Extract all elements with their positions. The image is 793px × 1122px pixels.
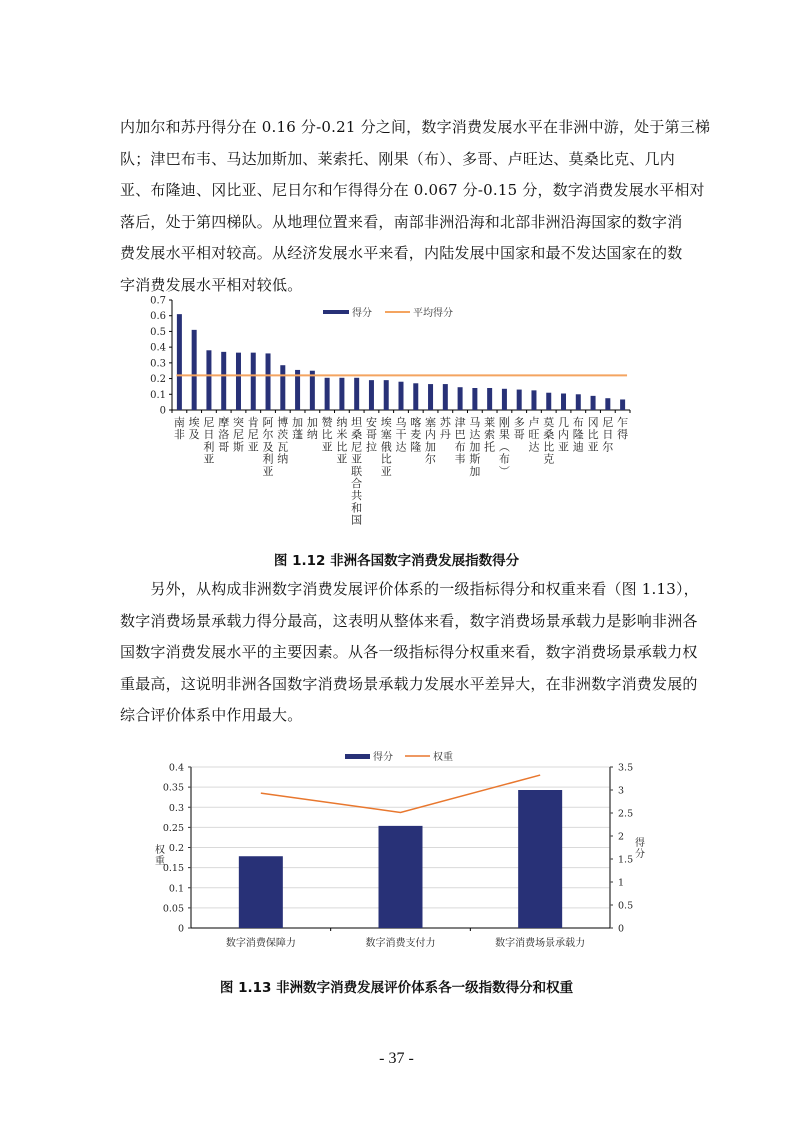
x-tick-label: 刚 xyxy=(498,416,510,429)
x-tick-label: 亚 xyxy=(380,464,392,478)
bar xyxy=(517,390,522,410)
x-tick-label: 莱 xyxy=(484,416,496,429)
bar xyxy=(561,394,566,411)
y-tick-label: 0.3 xyxy=(168,802,184,814)
x-tick-label: 米 xyxy=(336,428,348,442)
bar xyxy=(239,856,283,928)
bar xyxy=(354,378,359,410)
x-tick-label: 韦 xyxy=(454,452,466,466)
x-tick-label: 迪 xyxy=(572,440,584,454)
x-tick-label: 数字消费支付力 xyxy=(365,938,436,949)
x-tick-label: 非 xyxy=(173,428,185,442)
bar xyxy=(546,393,551,410)
paragraph-line: 重最高，这说明非洲各国数字消费场景承载力发展水平差异大，在非洲数字消费发展的 xyxy=(120,674,698,693)
x-tick-label: 蓬 xyxy=(292,428,304,442)
x-tick-label: 及 xyxy=(188,428,200,442)
paragraph-line: 亚、布隆迪、冈比亚、尼日尔和乍得得分在 0.067 分-0.15 分，数字消费发展水平相对 xyxy=(120,181,705,199)
x-tick-label: 干 xyxy=(395,428,407,442)
y2-tick-label: 0 xyxy=(618,923,625,935)
x-tick-label: 苏 xyxy=(439,416,451,429)
legend-swatch-bar xyxy=(323,310,349,314)
y-tick-label: 0.15 xyxy=(162,863,184,875)
x-tick-label: 亚 xyxy=(321,440,333,454)
x-tick-label: 尼 xyxy=(351,440,363,454)
x-tick-label: 加 xyxy=(469,440,481,454)
y-tick-label: 0 xyxy=(159,405,166,417)
y2-tick-label: 1 xyxy=(618,877,625,889)
x-tick-label: 斯 xyxy=(232,440,244,454)
x-tick-label: 俄 xyxy=(380,440,392,454)
bar xyxy=(591,396,596,410)
bar xyxy=(487,388,492,410)
x-tick-label: 比 xyxy=(321,428,333,442)
paragraph-line: 另外，从构成非洲数字消费发展评价体系的一级指标得分和权重来看（图 1.13）， xyxy=(120,580,699,598)
x-tick-label: 比 xyxy=(380,452,392,466)
x-tick-label: 哥 xyxy=(513,428,525,442)
y-tick-label: 0 xyxy=(177,923,184,935)
x-tick-label: 冈 xyxy=(587,416,599,429)
bar xyxy=(472,388,477,410)
y-tick-label: 0.5 xyxy=(150,326,166,338)
x-tick-label: 阿 xyxy=(262,416,274,429)
svg-text:平均得分: 平均得分 xyxy=(413,308,453,319)
bar xyxy=(384,380,389,410)
bar xyxy=(192,330,197,410)
x-tick-label: 莫 xyxy=(543,416,555,429)
x-tick-label: 布 xyxy=(572,416,584,429)
x-tick-label: 亚 xyxy=(247,440,259,454)
y2-tick-label: 2 xyxy=(618,831,625,843)
paragraph-2 xyxy=(120,574,699,732)
x-tick-label: 坦 xyxy=(351,416,363,429)
x-tick-label: 纳 xyxy=(277,452,289,466)
bar xyxy=(428,384,433,410)
figure-2-caption: 图 1.13 非洲数字消费发展评价体系各一级指数得分和权重 xyxy=(219,980,574,996)
y2-tick-label: 0.5 xyxy=(618,900,634,912)
svg-text:得分: 得分 xyxy=(373,752,393,763)
x-tick-label: 联 xyxy=(351,464,363,478)
x-tick-label: 突 xyxy=(232,416,244,429)
x-tick-label: 喀 xyxy=(410,416,422,429)
paragraph-line: 费发展水平相对较高。从经济发展水平来看，内陆发展中国家和最不发达国家在的数 xyxy=(120,244,683,262)
bar xyxy=(310,371,315,410)
x-tick-label: 及 xyxy=(262,440,274,454)
x-tick-label: 布 xyxy=(454,440,466,454)
x-tick-label: 麦 xyxy=(410,428,422,442)
x-tick-label: 达 xyxy=(528,440,540,454)
x-tick-label: 托 xyxy=(484,440,496,454)
bar xyxy=(576,394,581,410)
y2-tick-label: 3.5 xyxy=(618,762,634,774)
y-tick-label: 0.4 xyxy=(168,762,184,774)
x-tick-label: 尔 xyxy=(262,428,274,442)
x-tick-label: 乌 xyxy=(395,416,407,429)
x-tick-label: 合 xyxy=(351,477,363,490)
y-tick-label: 0.25 xyxy=(162,822,184,834)
x-tick-label: 尼 xyxy=(203,416,215,429)
y2-axis-title: 得 xyxy=(635,838,645,849)
svg-text:分: 分 xyxy=(635,849,645,860)
x-tick-label: 卢 xyxy=(528,416,540,429)
x-tick-label: 亚 xyxy=(558,440,570,454)
x-tick-label: 洛 xyxy=(218,428,230,442)
y-tick-label: 0.1 xyxy=(168,883,184,895)
x-tick-label: 桑 xyxy=(351,428,363,442)
x-tick-label: 塞 xyxy=(425,416,437,429)
figure-1-caption: 图 1.12 非洲各国数字消费发展指数得分 xyxy=(273,553,520,569)
bar xyxy=(369,380,374,410)
x-tick-label: 隆 xyxy=(410,440,422,454)
x-tick-label: 哥 xyxy=(218,440,230,454)
x-tick-label: 多 xyxy=(513,416,525,429)
x-tick-label: 隆 xyxy=(572,428,584,442)
paragraph-line: 字消费发展水平相对较低。 xyxy=(120,275,303,294)
y-tick-label: 0.05 xyxy=(162,903,184,915)
x-tick-label: 内 xyxy=(425,428,437,442)
svg-text:得分: 得分 xyxy=(352,308,372,319)
x-tick-label: 拉 xyxy=(365,440,377,454)
x-tick-label: 数字消费保障力 xyxy=(225,938,296,949)
y2-tick-label: 2.5 xyxy=(618,808,634,820)
x-tick-label: 几 xyxy=(558,416,570,429)
x-tick-label: 尼 xyxy=(247,428,259,442)
page-number: - 37 - xyxy=(379,1050,414,1067)
x-tick-label: 果 xyxy=(498,428,510,442)
x-tick-label: 赞 xyxy=(321,416,333,429)
x-tick-label: 加 xyxy=(469,464,481,478)
x-tick-label: 瓦 xyxy=(277,440,289,454)
x-tick-label: 达 xyxy=(395,440,407,454)
legend xyxy=(345,750,453,763)
x-tick-label: 亚 xyxy=(203,452,215,466)
bar xyxy=(605,398,610,410)
bar xyxy=(280,365,285,410)
x-tick-label: 亚 xyxy=(336,452,348,466)
bar xyxy=(531,390,536,410)
x-tick-label: 亚 xyxy=(351,452,363,466)
y2-tick-label: 1.5 xyxy=(618,854,634,866)
x-tick-label: 比 xyxy=(587,428,599,442)
paragraph-1 xyxy=(120,112,711,301)
x-tick-label: 旺 xyxy=(528,428,540,442)
bar xyxy=(236,353,241,410)
bar xyxy=(206,350,211,410)
x-tick-label: 尔 xyxy=(602,440,614,454)
bar xyxy=(458,387,463,410)
svg-text:权重: 权重 xyxy=(433,752,453,763)
svg-text:重: 重 xyxy=(155,856,165,867)
x-tick-label: 比 xyxy=(336,440,348,454)
y-tick-label: 0.7 xyxy=(150,295,166,307)
bar xyxy=(339,378,344,410)
x-tick-label: 国 xyxy=(351,513,363,527)
legend-swatch-bar xyxy=(345,754,370,759)
x-tick-label: 摩 xyxy=(218,416,230,429)
x-tick-label: 日 xyxy=(203,428,215,442)
y-tick-label: 0.3 xyxy=(150,358,166,370)
x-tick-label: 肯 xyxy=(247,416,259,429)
x-tick-label: 南 xyxy=(173,416,185,429)
x-tick-label: 斯 xyxy=(469,452,481,466)
bar xyxy=(518,790,562,928)
x-tick-label: 哥 xyxy=(365,428,377,442)
x-tick-label: 纳 xyxy=(336,416,348,429)
x-tick-label: 茨 xyxy=(277,428,289,442)
x-tick-label: 加 xyxy=(306,416,318,429)
x-tick-label: 比 xyxy=(543,440,555,454)
x-tick-label: 利 xyxy=(262,452,274,466)
bar xyxy=(620,399,625,410)
y-tick-label: 0.1 xyxy=(150,389,166,401)
bar xyxy=(502,389,507,410)
x-tick-label: 安 xyxy=(365,416,377,429)
x-tick-label: 加 xyxy=(292,416,304,429)
y-tick-label: 0.2 xyxy=(168,843,184,854)
x-tick-label: 加 xyxy=(425,440,437,454)
x-tick-label: 亚 xyxy=(587,440,599,454)
bar xyxy=(266,353,271,410)
x-tick-label: 布 xyxy=(498,452,510,466)
x-tick-label: 得 xyxy=(617,428,629,442)
x-tick-label: 数字消费场景承载力 xyxy=(495,938,586,949)
paragraph-line: 落后，处于第四梯队。从地理位置来看，南部非洲沿海和北部非洲沿海国家的数字消 xyxy=(120,212,683,231)
x-tick-label: 纳 xyxy=(306,428,318,442)
y-tick-label: 0.35 xyxy=(162,782,184,794)
x-tick-label: 埃 xyxy=(188,416,200,429)
country-score-chart xyxy=(130,290,640,530)
x-tick-label: 桑 xyxy=(543,428,555,442)
x-tick-label: 亚 xyxy=(262,464,274,478)
x-tick-label: 尼 xyxy=(602,416,614,429)
x-tick-label: 乍 xyxy=(617,416,629,429)
paragraph-line: 内加尔和苏丹得分在 0.16 分-0.21 分之间，数字消费发展水平在非洲中游，处于第三梯 xyxy=(120,118,711,136)
x-tick-label: 和 xyxy=(351,501,363,515)
legend xyxy=(323,306,453,319)
x-tick-label: 日 xyxy=(602,428,614,442)
bar xyxy=(325,378,330,410)
paragraph-line: 综合评价体系中作用最大。 xyxy=(120,706,303,724)
y-tick-label: 0.6 xyxy=(150,311,166,323)
bar xyxy=(399,382,404,410)
x-tick-label: 塞 xyxy=(380,428,392,442)
y-tick-label: 0.4 xyxy=(150,342,166,354)
x-tick-label: ︶ xyxy=(498,464,510,478)
x-tick-label: 利 xyxy=(203,440,215,454)
x-tick-label: 达 xyxy=(469,428,481,442)
indicator-score-weight-chart xyxy=(140,745,660,955)
x-tick-label: 马 xyxy=(469,416,481,429)
y2-tick-label: 3 xyxy=(618,785,625,797)
bar xyxy=(177,314,182,410)
x-tick-label: 博 xyxy=(277,416,289,429)
y-tick-label: 0.2 xyxy=(150,374,166,386)
bar xyxy=(221,352,226,410)
x-tick-label: 内 xyxy=(558,428,570,442)
x-tick-label: 索 xyxy=(484,428,496,442)
x-tick-label: 丹 xyxy=(439,428,451,442)
x-tick-label: 津 xyxy=(454,416,466,429)
paragraph-line: 数字消费场景承载力得分最高，这表明从整体来看，数字消费场景承载力是影响非洲各 xyxy=(120,611,698,630)
paragraph-line: 队；津巴布韦、马达加斯加、莱索托、刚果（布）、多哥、卢旺达、莫桑比克、几内 xyxy=(120,149,675,168)
y-axis-title: 权 xyxy=(155,845,165,856)
x-tick-label: 克 xyxy=(543,452,555,466)
bar xyxy=(413,383,418,410)
bar xyxy=(251,353,256,410)
x-tick-label: 巴 xyxy=(454,428,466,442)
x-tick-label: 尼 xyxy=(232,428,244,442)
bar xyxy=(443,384,448,410)
x-tick-label: 共 xyxy=(351,489,363,503)
bar xyxy=(379,826,423,928)
x-tick-label: 尔 xyxy=(425,452,437,466)
paragraph-line: 国数字消费发展水平的主要因素。从各一级指标得分权重来看，数字消费场景承载力权 xyxy=(120,643,698,661)
x-tick-label: 埃 xyxy=(380,416,392,429)
x-tick-label: ︵ xyxy=(498,440,510,454)
